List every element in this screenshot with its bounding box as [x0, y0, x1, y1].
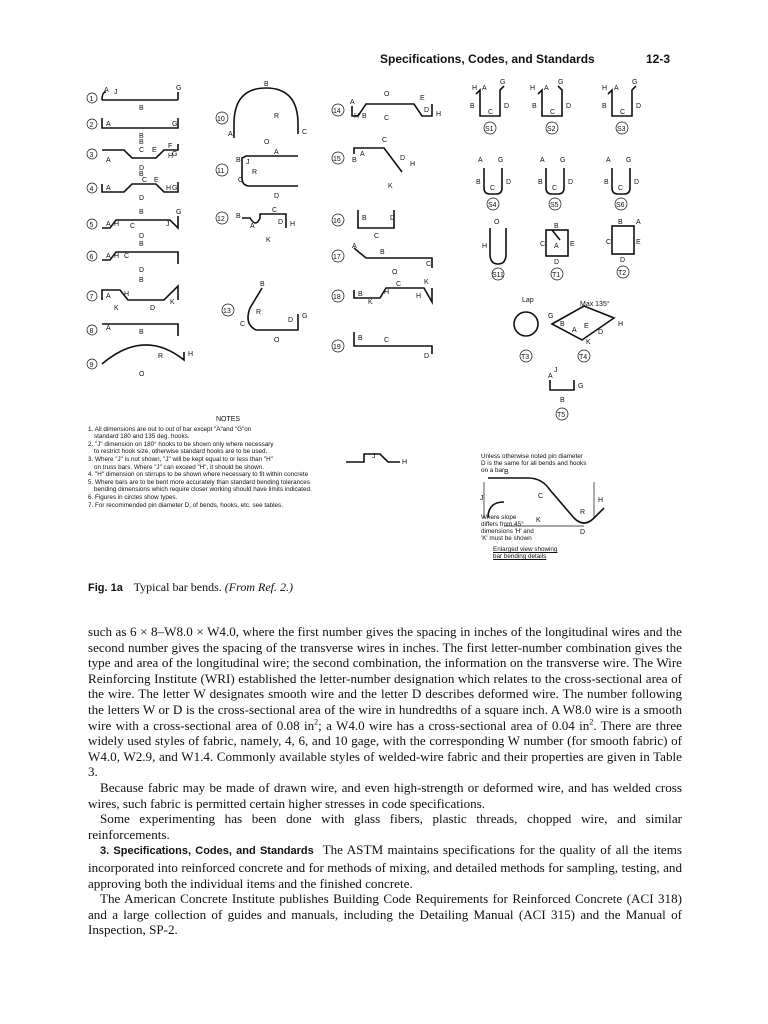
- stirrup-s4: [476, 157, 511, 210]
- svg-text:D: D: [504, 103, 510, 110]
- svg-text:R: R: [274, 113, 280, 120]
- svg-text:B: B: [470, 103, 475, 110]
- svg-text:D: D: [636, 103, 642, 110]
- svg-text:K: K: [536, 517, 541, 524]
- svg-text:H: H: [472, 85, 478, 92]
- svg-text:K: K: [266, 237, 271, 244]
- svg-text:S5: S5: [550, 202, 559, 209]
- svg-text:B: B: [139, 133, 144, 140]
- svg-text:A: A: [250, 223, 255, 230]
- svg-text:D: D: [554, 259, 560, 266]
- bend-type-10: [216, 81, 307, 146]
- svg-text:J: J: [246, 159, 250, 166]
- svg-text:H: H: [114, 253, 120, 260]
- svg-text:G: G: [578, 383, 584, 390]
- note-line: 7. For recommended pin diameter D, of bends, hooks, etc. see tables.: [88, 501, 283, 509]
- svg-text:C: C: [488, 109, 494, 116]
- svg-text:A: A: [106, 121, 111, 128]
- bend-type-18: [332, 269, 432, 306]
- svg-text:D: D: [400, 155, 406, 162]
- svg-text:C: C: [538, 493, 544, 500]
- svg-text:Lap: Lap: [522, 297, 534, 304]
- note-line: bending dimensions which require closer working should have limits indicated.: [94, 486, 312, 494]
- svg-text:K: K: [586, 339, 591, 346]
- svg-text:C: C: [272, 207, 278, 214]
- detail-note-line: on a bar: [481, 467, 505, 474]
- svg-text:F: F: [168, 143, 173, 150]
- svg-text:J: J: [114, 89, 118, 96]
- svg-text:G: G: [172, 151, 178, 158]
- tie-t1: [540, 223, 575, 280]
- svg-text:T5: T5: [557, 412, 566, 419]
- svg-text:H: H: [436, 111, 442, 118]
- note-line: 5. Where bars are to be bent more accurately than standard bending tolerances: [88, 478, 310, 486]
- stirrup-s11: [482, 219, 506, 280]
- svg-text:E: E: [584, 323, 589, 330]
- svg-text:S4: S4: [488, 202, 497, 209]
- svg-text:B: B: [139, 209, 144, 216]
- svg-text:C: C: [302, 129, 308, 136]
- tie-t4: [548, 300, 623, 362]
- svg-text:C: C: [238, 177, 244, 184]
- bend-type-19: [332, 332, 432, 360]
- svg-text:G: G: [632, 79, 638, 86]
- page-number: 12-3: [645, 52, 670, 66]
- svg-text:12: 12: [217, 216, 225, 223]
- svg-text:A: A: [104, 87, 109, 94]
- svg-text:D: D: [390, 215, 396, 222]
- svg-text:A: A: [106, 221, 111, 228]
- section-heading: 3. Specifications, Codes, and Standards: [100, 845, 314, 858]
- svg-text:D: D: [139, 233, 145, 240]
- bend-type-5: [87, 209, 181, 240]
- svg-text:B: B: [352, 157, 357, 164]
- svg-text:B: B: [358, 335, 363, 342]
- svg-text:C: C: [620, 109, 626, 116]
- svg-text:H: H: [188, 351, 194, 358]
- svg-text:H: H: [602, 85, 608, 92]
- svg-text:4: 4: [89, 186, 94, 193]
- svg-text:C: C: [606, 239, 612, 246]
- bend-type-1: [87, 85, 181, 112]
- svg-text:7: 7: [89, 294, 94, 301]
- svg-text:B: B: [260, 281, 265, 288]
- svg-text:R: R: [580, 509, 586, 516]
- svg-text:B: B: [554, 223, 559, 230]
- notes-title: NOTES: [215, 416, 241, 423]
- svg-text:H: H: [384, 289, 390, 296]
- paragraph: The American Concrete Institute publishes Building Code Requirements for Reinforced Concrete (ACI 318) and a large collection of guides and manuals, including the Detailing Manual (ACI 315) and the Manual of Inspection, SP-2.: [88, 891, 682, 938]
- svg-text:H: H: [114, 221, 120, 228]
- svg-text:A: A: [360, 151, 365, 158]
- svg-text:A: A: [274, 149, 279, 156]
- svg-text:T3: T3: [521, 354, 530, 361]
- svg-text:G: G: [498, 157, 504, 164]
- svg-text:C: C: [130, 223, 136, 230]
- svg-text:C: C: [124, 253, 130, 260]
- svg-text:G: G: [172, 121, 178, 128]
- svg-text:O: O: [264, 139, 270, 146]
- bend-type-4: [87, 171, 178, 202]
- svg-text:A: A: [606, 157, 611, 164]
- svg-text:A: A: [352, 243, 357, 250]
- page-header: [380, 52, 670, 66]
- svg-text:J: J: [480, 495, 484, 502]
- svg-text:G: G: [176, 209, 182, 216]
- enlarged-label: Enlarged view showing: [493, 546, 558, 553]
- bend-type-7: [87, 277, 178, 312]
- bend-type-3: [87, 139, 178, 172]
- svg-text:D: D: [139, 165, 145, 172]
- svg-text:B: B: [602, 103, 607, 110]
- enlarged-label: bar bending details: [493, 553, 547, 560]
- figure-caption: [88, 580, 293, 595]
- tie-t3: [514, 297, 538, 362]
- svg-text:S6: S6: [616, 202, 625, 209]
- stirrup-s5: [538, 157, 573, 210]
- detail-note-line: Unless otherwise noted pin diameter: [481, 453, 583, 460]
- stirrup-s6: [604, 157, 639, 210]
- svg-text:6: 6: [89, 254, 94, 261]
- svg-text:E: E: [152, 147, 157, 154]
- svg-text:D: D: [424, 107, 430, 114]
- svg-text:B: B: [560, 397, 565, 404]
- svg-text:A: A: [106, 293, 111, 300]
- svg-text:T4: T4: [579, 354, 588, 361]
- svg-text:11: 11: [217, 168, 225, 175]
- svg-text:C: C: [374, 233, 380, 240]
- svg-text:B: B: [139, 171, 144, 178]
- svg-text:G: G: [176, 85, 182, 92]
- slope-note-line: Where slope: [481, 514, 517, 521]
- svg-text:16: 16: [333, 218, 341, 225]
- svg-text:A: A: [614, 85, 619, 92]
- svg-text:D: D: [620, 257, 626, 264]
- svg-text:B: B: [476, 179, 481, 186]
- note-line: 1. All dimensions are out to out of bar except "A"and "G"on: [88, 425, 252, 433]
- slope-note-line: differs from 45°: [481, 521, 524, 528]
- svg-text:2: 2: [89, 122, 94, 129]
- svg-text:B: B: [236, 213, 241, 220]
- svg-text:B: B: [358, 291, 363, 298]
- svg-text:G: G: [548, 313, 554, 320]
- note-line: 4. "H" dimension on stirrups to be shown where necessary to fit within concrete: [88, 471, 309, 479]
- bend-type-8: [87, 324, 178, 336]
- svg-text:H: H: [598, 497, 604, 504]
- svg-text:O: O: [139, 371, 145, 378]
- body-text: [88, 624, 682, 938]
- svg-text:C: C: [426, 261, 432, 268]
- svg-text:A: A: [106, 325, 111, 332]
- bend-type-12: [216, 207, 295, 244]
- note-line: 2. "J" dimension on 180° hooks to be shown only where necessary: [88, 440, 274, 448]
- stirrup-s2: [530, 79, 571, 134]
- svg-text:19: 19: [333, 344, 341, 351]
- svg-text:C: C: [384, 115, 390, 122]
- note-line: to restrict hook size, otherwise standard hooks are to be used.: [94, 448, 268, 456]
- svg-text:B: B: [139, 139, 144, 146]
- svg-text:H: H: [416, 293, 422, 300]
- svg-text:K: K: [368, 299, 373, 306]
- svg-text:G: G: [172, 185, 178, 192]
- svg-text:H: H: [618, 321, 624, 328]
- svg-text:A: A: [228, 131, 233, 138]
- svg-text:C: C: [490, 185, 496, 192]
- svg-text:14: 14: [333, 108, 341, 115]
- svg-text:B: B: [618, 219, 623, 226]
- svg-text:A: A: [554, 243, 559, 250]
- svg-text:8: 8: [89, 328, 94, 335]
- bend-type-9: [87, 345, 193, 378]
- svg-text:H: H: [354, 113, 360, 120]
- slope-note-line: 'K' must be shown: [481, 535, 532, 542]
- svg-text:17: 17: [333, 254, 341, 261]
- bend-type-13: [222, 281, 307, 344]
- svg-text:K: K: [424, 279, 429, 286]
- svg-text:B: B: [236, 157, 241, 164]
- svg-text:O: O: [384, 91, 390, 98]
- svg-text:A: A: [482, 85, 487, 92]
- tie-t5: [548, 367, 583, 420]
- svg-text:D: D: [506, 179, 512, 186]
- svg-text:C: C: [142, 177, 148, 184]
- svg-text:A: A: [544, 85, 549, 92]
- note-line: on truss bars. Where "J" can exceed "H", it should be shown.: [94, 463, 264, 471]
- svg-text:H: H: [166, 185, 172, 192]
- detail-note-line: D is the same for all bends and hooks: [481, 460, 587, 467]
- svg-text:D: D: [634, 179, 640, 186]
- svg-text:E: E: [154, 177, 159, 184]
- svg-text:R: R: [252, 169, 258, 176]
- figure-notes: [88, 416, 368, 509]
- svg-text:3: 3: [89, 152, 94, 159]
- figure-label: Fig. 1a: [88, 582, 123, 594]
- svg-text:D: D: [150, 305, 156, 312]
- svg-text:A: A: [548, 373, 553, 380]
- svg-text:A: A: [478, 157, 483, 164]
- note-line: 3. Where "J" is not shown, "J" will be kept equal to or less than "H": [88, 455, 273, 463]
- svg-text:E: E: [570, 241, 575, 248]
- svg-text:A: A: [540, 157, 545, 164]
- svg-text:C: C: [240, 321, 246, 328]
- bend-type-16: [332, 210, 395, 240]
- svg-text:G: G: [302, 313, 308, 320]
- svg-text:H: H: [168, 153, 174, 160]
- svg-text:E: E: [420, 95, 425, 102]
- svg-text:A: A: [106, 253, 111, 260]
- svg-text:E: E: [636, 239, 641, 246]
- svg-text:H: H: [402, 459, 408, 466]
- svg-text:5: 5: [89, 222, 94, 229]
- bend-type-2: [87, 118, 178, 140]
- svg-text:J: J: [372, 453, 376, 460]
- svg-text:B: B: [362, 113, 367, 120]
- svg-text:H: H: [482, 243, 488, 250]
- svg-text:G: G: [560, 157, 566, 164]
- svg-text:C: C: [396, 281, 402, 288]
- svg-text:B: B: [139, 241, 144, 248]
- svg-text:G: G: [500, 79, 506, 86]
- svg-text:Max 135°: Max 135°: [580, 301, 610, 308]
- svg-text:O: O: [392, 269, 398, 276]
- bend-type-6: [87, 241, 178, 274]
- paragraph: Some experimenting has been done with glass fibers, plastic threads, chopped wire, and similar reinforcements.: [88, 811, 682, 842]
- svg-text:R: R: [256, 309, 262, 316]
- svg-text:B: B: [362, 215, 367, 222]
- svg-text:B: B: [560, 321, 565, 328]
- slope-note-line: dimensions 'H' and: [481, 528, 534, 535]
- svg-text:C: C: [540, 241, 546, 248]
- bend-type-17: [332, 243, 432, 268]
- svg-text:S11: S11: [492, 272, 504, 279]
- svg-text:K: K: [388, 183, 393, 190]
- svg-text:C: C: [550, 109, 556, 116]
- svg-text:D: D: [598, 329, 604, 336]
- tie-t2: [606, 219, 641, 278]
- svg-text:B: B: [538, 179, 543, 186]
- svg-text:D: D: [139, 195, 145, 202]
- svg-text:K: K: [170, 299, 175, 306]
- bend-type-11: [216, 149, 298, 200]
- paragraph: 3. Specifications, Codes, and Standards The ASTM maintains specifications for the quality of all the items incorporated into reinforced concrete and for methods of mixing, and detailed methods for sampling, testing, and approving both the individual items and the finished concrete.: [88, 842, 682, 891]
- svg-text:1: 1: [89, 96, 94, 103]
- svg-text:T1: T1: [552, 272, 561, 279]
- svg-text:S1: S1: [485, 126, 494, 133]
- svg-text:A: A: [106, 157, 111, 164]
- detail-notes: [481, 453, 631, 560]
- svg-text:B: B: [139, 277, 144, 284]
- svg-text:S3: S3: [617, 126, 626, 133]
- svg-text:T2: T2: [618, 270, 627, 277]
- svg-text:A: A: [106, 185, 111, 192]
- caption-reference: (From Ref. 2.): [224, 580, 293, 594]
- svg-text:C: C: [552, 185, 558, 192]
- svg-text:9: 9: [89, 362, 94, 369]
- svg-text:B: B: [139, 105, 144, 112]
- svg-text:R: R: [158, 353, 164, 360]
- svg-text:15: 15: [333, 156, 341, 163]
- svg-text:H: H: [290, 221, 296, 228]
- svg-text:O: O: [494, 219, 500, 226]
- svg-text:B: B: [532, 103, 537, 110]
- svg-text:C: C: [139, 147, 145, 154]
- svg-text:13: 13: [223, 308, 231, 315]
- bend-type-14: [332, 91, 441, 122]
- svg-text:H: H: [124, 291, 130, 298]
- svg-text:D: D: [580, 529, 586, 536]
- svg-text:C: C: [384, 337, 390, 344]
- svg-text:J: J: [166, 221, 170, 228]
- svg-text:D: D: [568, 179, 574, 186]
- svg-text:J: J: [554, 367, 558, 374]
- stirrup-s3: [602, 79, 641, 134]
- svg-text:B: B: [504, 469, 509, 476]
- svg-text:H: H: [410, 161, 416, 168]
- svg-text:D: D: [424, 353, 430, 360]
- svg-text:C: C: [618, 185, 624, 192]
- svg-text:A: A: [350, 99, 355, 106]
- svg-text:G: G: [626, 157, 632, 164]
- svg-text:G: G: [558, 79, 564, 86]
- svg-text:A: A: [572, 327, 577, 334]
- svg-text:18: 18: [333, 294, 341, 301]
- svg-text:B: B: [264, 81, 269, 88]
- bend-type-15: [332, 137, 415, 190]
- svg-text:D: D: [566, 103, 572, 110]
- svg-text:O: O: [274, 337, 280, 344]
- running-title: Specifications, Codes, and Standards: [380, 52, 595, 66]
- paragraph: such as 6 × 8–W8.0 × W4.0, where the first number gives the spacing in inches of the longitudinal wires and the second number gives the spacing of the transverse wires in inches. The first letter-number combination gives the type and area of the longitudinal wire; the second combination, the information on the transverse wire. The Wire Reinforcing Institute (WRI) established the letter-number designation which relates to the cross-sectional area of the wire. The letter W designates smooth wire and the letter D describes deformed wire. The number following the letters W or D is the cross-sectional area of the wire in hundredths of a square inch. A W8.0 wire is a smooth wire with a cross-sectional area of 0.08 $in^2$; a W4.0 wire has a cross-sectional area of 0.04 $in^2$. There are three widely used styles of fabric, namely, 4, 6, and 10 gage, with the corresponding W number (for smooth fabric) of W4.0, W2.9, and W1.4. Commonly available styles of welded-wire fabric and their properties are given in Table 3.: [88, 624, 682, 780]
- svg-text:B: B: [604, 179, 609, 186]
- svg-text:B: B: [380, 249, 385, 256]
- svg-text:10: 10: [217, 116, 225, 123]
- svg-text:H: H: [530, 85, 536, 92]
- svg-text:D: D: [288, 317, 294, 324]
- svg-text:A: A: [636, 219, 641, 226]
- svg-text:B: B: [139, 329, 144, 336]
- svg-text:D: D: [278, 219, 284, 226]
- note-line: standard 180 and 135 deg. hooks.: [94, 433, 190, 441]
- svg-text:D: D: [139, 267, 145, 274]
- svg-text:S2: S2: [547, 126, 556, 133]
- svg-text:C: C: [382, 137, 388, 144]
- stirrup-s1: [470, 79, 509, 134]
- svg-text:D: D: [274, 193, 280, 200]
- caption-text: Typical bar bends.: [133, 580, 222, 594]
- svg-text:K: K: [114, 305, 119, 312]
- note-line: 6. Figures in circles show types.: [88, 493, 178, 501]
- paragraph: Because fabric may be made of drawn wire, and even high-strength or deformed wire, and has welded cross wires, such fabric is permitted certain higher stresses in code specifications.: [88, 779, 682, 811]
